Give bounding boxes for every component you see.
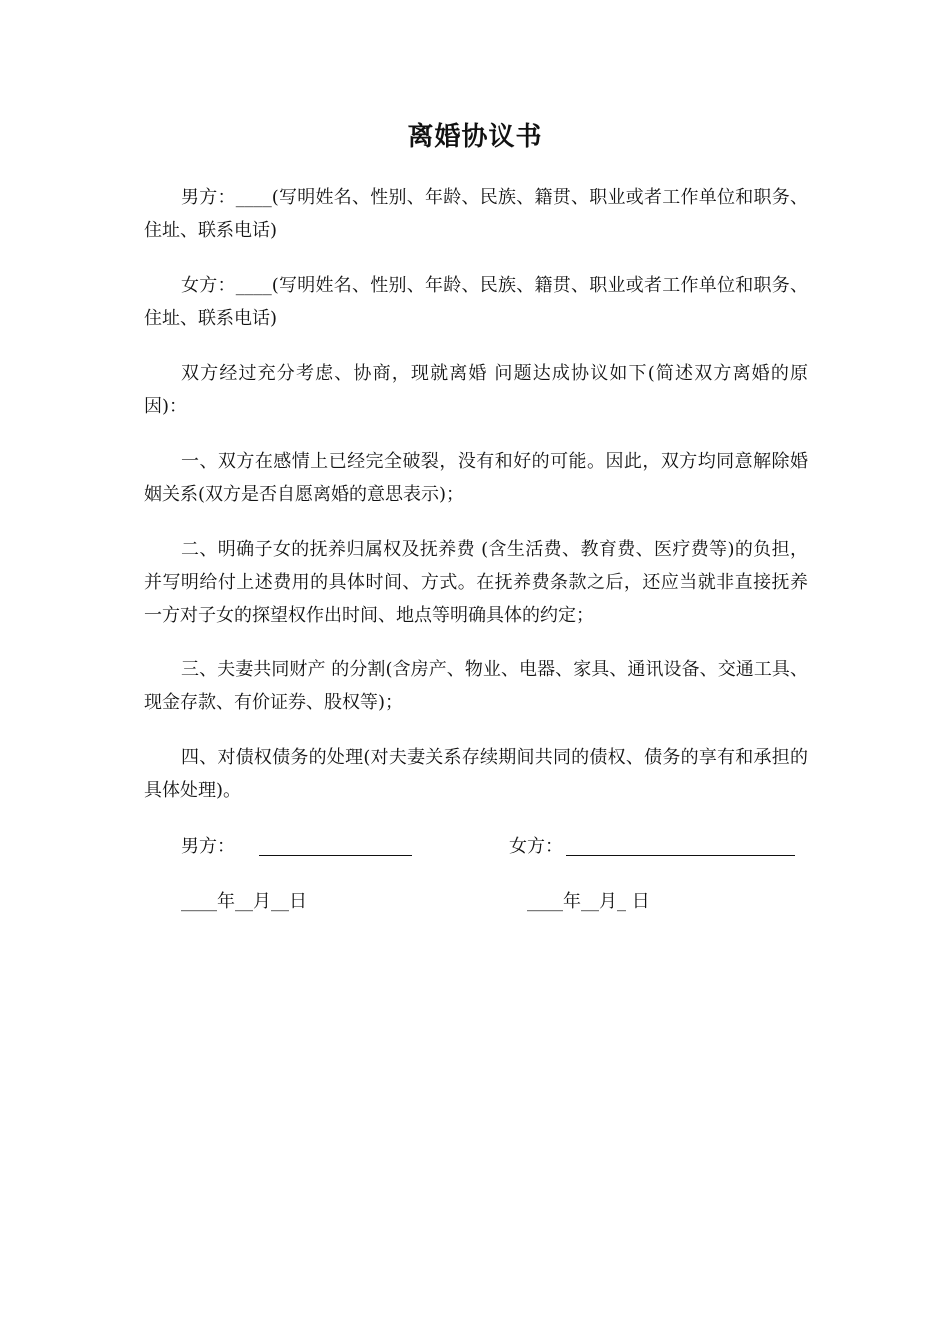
paragraph-intro: 双方经过充分考虑、协商，现就离婚 问题达成协议如下(简述双方离婚的原因)： — [144, 363, 808, 417]
paragraph-female-party: 女方：____(写明姓名、性别、年龄、民族、籍贯、职业或者工作单位和职务、住址、联系电话) — [144, 275, 808, 329]
female-signature-date: ____年__月_ 日 — [527, 891, 650, 912]
female-signature-line — [566, 855, 795, 856]
paragraph-clause-3: 三、夫妻共同财产 的分割(含房产、物业、电器、家具、通讯设备、交通工具、现金存款、有价证券、股权等)； — [144, 659, 808, 713]
paragraph-clause-4: 四、对债权债务的处理(对夫妻关系存续期间共同的债权、债务的享有和承担的具体处理)。 — [144, 747, 808, 801]
paragraph-clause-1: 一、双方在感情上已经完全破裂，没有和好的可能。因此，双方均同意解除婚姻关系(双方是否自愿离婚的意思表示)； — [144, 451, 808, 505]
female-signature-label: 女方： — [509, 836, 563, 857]
paragraph-clause-2: 二、明确子女的抚养归属权及抚养费 (含生活费、教育费、医疗费等)的负担，并写明给付上述费用的具体时间、方式。在抚养费条款之后，还应当就非直接抚养一方对子女的探望权作出时间、地点等明确具体的约定； — [144, 539, 808, 626]
male-signature-line — [259, 855, 412, 856]
document-title: 离婚协议书 — [407, 122, 543, 152]
male-signature-label: 男方： — [181, 836, 235, 857]
male-signature-date: ____年__月__日 — [181, 891, 307, 912]
paragraph-male-party: 男方：____(写明姓名、性别、年龄、民族、籍贯、职业或者工作单位和职务、住址、联系电话) — [144, 187, 808, 241]
